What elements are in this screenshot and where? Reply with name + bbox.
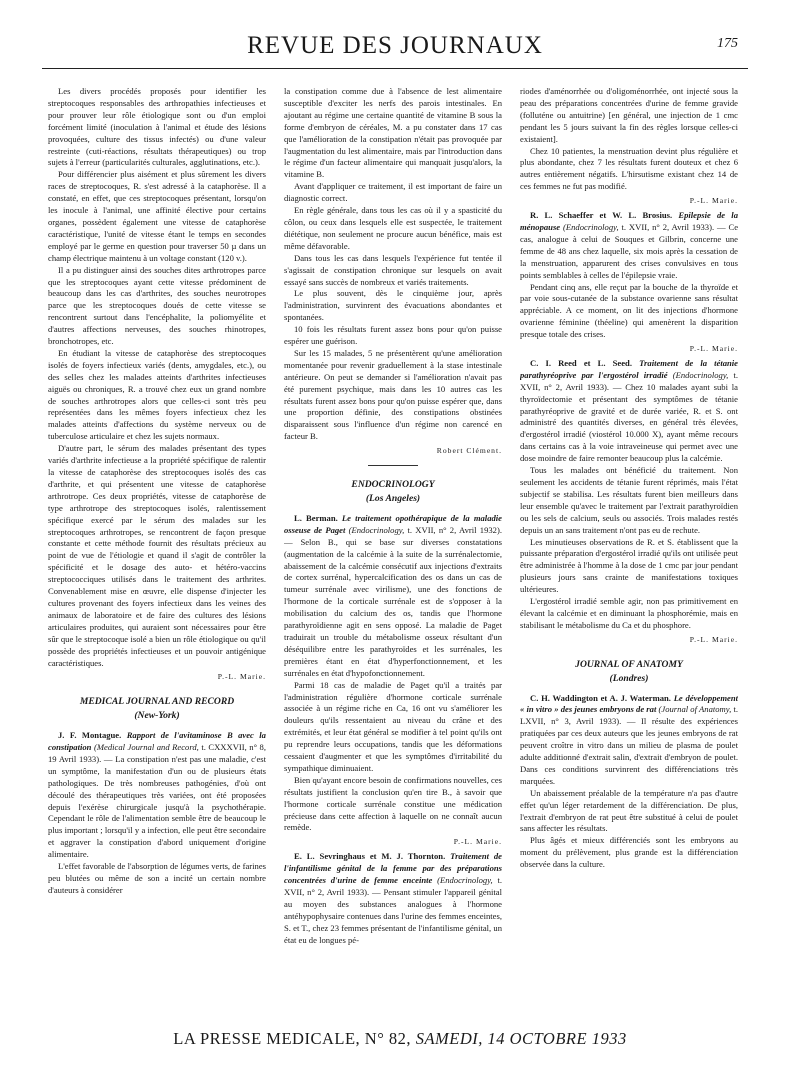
- paragraph: Le plus souvent, dès le cinquième jour, après l'administration, survinrent des évacuations abondantes et spontanées.: [284, 288, 502, 323]
- article-authors: C. H. Waddington et A. J. Waterman.: [530, 692, 671, 703]
- article-source: (Medical Journal and Record,: [93, 742, 199, 753]
- journal-city: (New-York): [134, 710, 180, 722]
- article-title: Le traitement opothérapique de la maladie osseuse de Paget: [284, 512, 502, 535]
- author-signature: P.-L. Marie.: [217, 672, 266, 682]
- paragraph: L'effet favorable de l'absorption de légumes verts, de farines peu blutées ou même de son a incité un certain nombre d'auteurs à considérer: [48, 861, 266, 895]
- paragraph: Un abaissement préalable de la température n'a pas d'autre effet qu'un léger retardement de la différenciation. De plus, l'extrait d'embryon de rat peut être substitué à celui de poulet sans affecter les résultats.: [520, 787, 738, 834]
- article-source: (Endocrinology,: [437, 875, 493, 886]
- running-title: REVUE DES JOURNAUX: [247, 32, 543, 59]
- journal-heading: MEDICAL JOURNAL AND RECORD: [79, 696, 235, 708]
- issue-date: SAMEDI, 14 OCTOBRE 1933: [415, 1029, 627, 1048]
- article-text: t. XVII, n° 2, Avril 1932). — Selon B., qui se base sur diverses constatations (augmentation de la calcémie à la suite de la surrénalectomie, abaissement de la calcémie consécutif aux injections d'extraits de cortex surrénal, hypercalcification des os dans un cas de tumeur surrénale avec virilisme), une des fonctions de l'hormone de la corticale surrénale est de s'opposer à la mobilisation du calcium des os, tandis que l'hormone parathyroïdienne agit en sens opposé. La maladie de Paget traduirait un trouble du métabolisme osseux résultant d'un déséquilibre entre les parathyroïdes et les surrénales, les premières étant en état d'hyperfonctionnement, et les surrénales en état d'hypofonctionnement.: [284, 524, 502, 678]
- paragraph: Chez 10 patientes, la menstruation devint plus régulière et plus abondante, chez 7 les résultats furent douteux et chez 6 autres entièrement négatifs. L'hirsutisme existant chez 14 de ces femmes ne fut pas modifié.: [520, 145, 738, 192]
- article-title: Rapport de l'avitaminose B avec la constipation: [48, 730, 266, 753]
- column-2: [284, 86, 502, 1016]
- paragraph: Avant d'appliquer ce traitement, il est important de faire un diagnostic correct.: [284, 181, 502, 204]
- paragraph: Tous les malades ont bénéficié du traitement. Non seulement les accidents de tétanie furent réprimés, mais l'état subjectif se stabilisa. Les résultats furent bien meilleurs dans leur ensemble qu'avec le traitement par l'extrait parathyroïdien ou les sels de calcium, seuls ou associés. Trois malades restés depuis un an sans traitement n'ont pas eu de rechute.: [520, 465, 738, 535]
- article-authors: J. F. Montague.: [58, 730, 122, 741]
- paragraph: D'autre part, le sérum des malades présentant des types variés d'arthrite infectieuse a la propriété spécifique de ralentir la vitesse de cataphorèse des streptocoques isolés des cas d'arthrite, et qui présentent une vitesse de cataphorèse arthrotrope. Ces deux propriétés, vitesse de cataphorèse de type arthrotrope des streptocoques isolés, ralentissement spécifique exercé par le sérum des malades sur les streptocoques arthrotropes, se rencontrent de façon presque constante et cette méthode fournit des résultats précieux au point de vue de l'étiologie et quand il s'agit de contrôler la spécificité et le dosage des auto- et hétéro-vaccins streptococciques utilisés dans le traitement des arthrites. Convenablement mise en œuvre, elle dispense d'injecter les cultures provenant des foyers infectieux dans les veines des animaux de laboratoire et de faire des cultures des lésions articulaires produites, qui auraient sont nécessaires pour être sûr que le streptocoque isolé a bien un rôle étiologique ou qu'il possède des propriétés infectieuses et un pouvoir antigénique caractéristiques.: [48, 443, 266, 668]
- article-authors: E. L. Sevringhaus et M. J. Thornton.: [294, 851, 446, 862]
- author-signature: P.-L. Marie.: [689, 634, 738, 644]
- article-title: Traitement de l'infantilisme génital de la femme par des préparations concentrées d'urine de femme enceinte: [284, 851, 502, 886]
- paragraph: Dans tous les cas dans lesquels l'expérience fut tentée il s'agissait de constipation chronique sur lesquels on avait essayé sans succès de nombreux et variés traitements.: [284, 252, 502, 287]
- paragraph: la constipation comme due à l'absence de lest alimentaire susceptible d'exciter les nerfs des parois intestinales. En ajoutant au régime une certaine quantité de vitamine B sous la forme d'embryon de céréales, M. a pu constater dans 17 cas que l'amélioration de la constipation n'était pas provoquée par l'augmentation du lest alimentaire, mais par l'introduction dans le régime d'un facteur alimentaire qui manquait jusqu'alors, la vitamine B.: [284, 86, 502, 180]
- paragraph: Bien qu'ayant encore besoin de confirmations nouvelles, ces résultats justifient la conclusion qu'en tire B., à savoir que l'hormone corticale surrénale constitue une médication précieuse dans cette affection à laquelle on ne connaît aucun remède.: [284, 774, 502, 833]
- article: [284, 513, 502, 680]
- article-authors: L. Berman.: [294, 512, 338, 523]
- article-source: (Journal of Anatomy,: [658, 704, 732, 715]
- article-source: (Endocrinology,: [672, 369, 729, 380]
- article-text: t. XVII, n° 2, Avril 1933). — Chez 10 malades ayant subi la thyroïdectomie et présentant des symptômes de tétanie parathyréoprive de gravité et de durée variée, R. et S. ont administré des quantités diverses, en général très élevées, d'ergostérol irradié (viostérol 10.000 X), ayant même recours dans certains cas à la voie intraveineuse qui permet avec une dose moindre de faire remonter beaucoup plus la calcémie.: [520, 369, 738, 464]
- article-title: Le développement « in vitro » des jeunes embryons de rat: [520, 692, 738, 715]
- paragraph: Les divers procédés proposés pour identifier les streptocoques responsables des arthropathies infectieuses et pour prouver leur rôle étiologique sont ou d'un emploi forcément limité (inoculation à l'animal et étude des lésions provoquées, culture des tissus infectés) ou d'une valeur restreinte (cuti-réactions, résultats thérapeutiques) ou trop sujets à l'erreur (particularités culturales, agglutinations, etc.).: [48, 86, 266, 168]
- article-text: t. CXXXVII, n° 8, 19 Avril 1933). — La constipation n'est pas une maladie, c'est un symptôme, la manifestation d'un ou de plusieurs états pathologiques. De très nombreuses pathogénies, d'où ont découlé des thérapeutiques très variées, ont été proposées depuis l'exérèse chirurgicale jusqu'à la psychothérapie. Cependant le rôle de l'alimentation semble être de beaucoup le plus important ; lorsqu'il y a infection, elle peut être secondaire et aggraver la constipation d'abord uniquement d'origine alimentaire.: [48, 742, 266, 860]
- section-divider: [368, 465, 418, 466]
- article-text: t. XVII, n° 2, Avril 1933). — Ce cas, analogue à celui de Souques et Gilbrin, concerne une femme de 48 ans chez laquelle, six mois après la cessation de la menstruation, apparurent des crises convulsives en tous points semblables à celles de l'épilepsie vraie.: [520, 221, 738, 280]
- article: [48, 730, 266, 861]
- page-footer: [0, 1029, 800, 1049]
- journal-heading: JOURNAL OF ANATOMY: [575, 658, 683, 670]
- page-header: [42, 28, 748, 69]
- article-authors: R. L. Schaeffer et W. L. Brosius.: [530, 210, 673, 221]
- column-1: [48, 86, 266, 1016]
- paragraph: riodes d'aménorrhée ou d'oligoménorrhée, ont injecté sous la peau des préparations concentrées d'urine de femme gravide (folluténe ou antuitrine) [en général, une injection de 1 cmc pendant les 5 jours suivant la fin des règles lorsque celles-ci existaient].: [520, 86, 738, 144]
- article: [284, 851, 502, 946]
- paragraph: Plus âgés et mieux différenciés sont les embryons au moment du prélèvement, plus grande est la différenciation observée dans la culture.: [520, 835, 738, 870]
- page-number: 175: [717, 36, 738, 51]
- author-signature: Robert Clément.: [436, 446, 502, 456]
- article-text: t. XVII, n° 2, Avril 1933). — Pensant stimuler l'appareil génital au moyen des substances analogues à l'hormone antéhypophysaire contenues dans l'urine des femmes enceintes, S. et T., chez 23 femmes présentant de l'infantilisme génital, un état eu de longues pé-: [284, 875, 502, 945]
- paragraph: Les minutieuses observations de R. et S. établissent que la puissante préparation d'ergostérol irradié qu'ils ont utilisée peut être administrée à l'homme à la dose de 1 cmc par jour pendant plusieurs jours sans crainte de manifestations toxiques ultérieures.: [520, 536, 738, 595]
- text-columns: [48, 86, 740, 1016]
- author-signature: P.-L. Marie.: [689, 196, 738, 206]
- author-signature: P.-L. Marie.: [689, 344, 738, 354]
- paragraph: Parmi 18 cas de maladie de Paget qu'il a traités par l'administration régulière d'hormone corticale surrénale associée à un régime riche en Ca, 16 ont vu s'améliorer les douleurs qu'ils ressentaient au niveau du crâne et des extrémités, et leur état général se modifier à tel point qu'ils ont pu reprendre leurs occupations, tandis que les déformations cessaient d'augmenter et que les symptômes d'irritabilité du sympathique diminuaient.: [284, 679, 502, 773]
- paragraph: Pour différencier plus aisément et plus sûrement les divers races de streptocoques, R. s'est adressé à la cataphorèse. Il a constaté, en effet, que ces streptocoques présentant, lorsqu'on les inocule à l'animal, une affinité élective pour certains organes, possèdent également une vitesse de cataphorèse caractéristique, l'unité de vitesse étant le temps en secondes employé par le germe en question pour traverser 50 µ dans un champ électrique maintenu à un voltage constant (120 v.).: [48, 169, 266, 263]
- article-title: Epilepsie de la ménopause: [520, 210, 738, 232]
- paragraph: 10 fois les résultats furent assez bons pour qu'on puisse espérer une guérison.: [284, 324, 502, 347]
- article: [520, 358, 738, 465]
- article-text: t. LXVII, n° 3, Avril 1933). — Il résulte des expériences pratiquées par ces deux auteurs que les jeunes embryons de rat peuvent croître in vitro dans un milieu de plasma de poulet adulte additionné d'extrait salin, d'extrait d'embryon de poulet. Dans ces conditions survinrent des différenciations très marquées.: [520, 704, 738, 786]
- article-source: (Endocrinology,: [348, 524, 405, 535]
- publication-name: LA PRESSE MEDICALE, N° 82,: [173, 1029, 412, 1048]
- paragraph: Il a pu distinguer ainsi des souches dites arthrotropes parce que les streptocoques ayant cette vitesse prédominent de beaucoup dans les cas d'arthrites, des souches neurotropes parce que les streptocoques doués de cette vitesse se rencontrent surtout dans l'encéphalite, la poliomyélite et d'autres affections nerveuses, des souches rhinotropes, bronchotropes, etc.: [48, 264, 266, 347]
- journal-city: (Los Angeles): [365, 493, 421, 504]
- paragraph: Sur les 15 malades, 5 ne présentèrent qu'une amélioration momentanée pour revenir graduellement à la stase intestinale antérieure. On peut se demander si l'amélioration n'avait pas été purement psychique, mais dans les 10 autres cas les résultats furent assez bons pour qu'on puisse espérer que, dans une proportion définie, des constipations obstinées disparaissent sous l'influence d'un régime non carencé en facteur B.: [284, 347, 502, 442]
- journal-heading: ENDOCRINOLOGY: [351, 479, 435, 491]
- paragraph: L'ergostérol irradié semble agir, non pas primitivement en élevant la calcémie et en diminuant la phosphorémie, mais en stabilisant le métabolisme du Ca et du phosphore.: [520, 596, 738, 630]
- paragraph: En règle générale, dans tous les cas où il y a spasticité du côlon, ou ceux dans lesquels elle est suspectée, le traitement diététique, non seulement ne procure aucun bénéfice, mais est même défavorable.: [284, 205, 502, 251]
- article-title: Traitement de la tétanie parathyréoprive par l'ergostérol irradié: [520, 357, 738, 380]
- article: [520, 210, 738, 281]
- article: [520, 693, 738, 788]
- article-source: (Endocrinology,: [563, 221, 619, 232]
- column-3: [520, 86, 738, 1016]
- paragraph: En étudiant la vitesse de cataphorèse des streptocoques isolés de foyers infectieux variés (dents, amygdales, etc.), ou des selles chez les malades atteints d'arthrites infectieuses aiguës ou chroniques, R. a trouvé chez eux un grand nombre de souches arthrotropes alors que celles-ci sont très peu représentées dans les mêmes foyers infectieux chez les malades atteints d'affections du système nerveux ou de tuberculose articulaire et chez les sujets normaux.: [48, 347, 266, 442]
- paragraph: Pendant cinq ans, elle reçut par la bouche de la thyroïde et par voie sous-cutanée de la substance ovarienne sans résultat appréciable. A ce moment, on lit des injections d'hormone ovarienne féminine (théeline) qui amenèrent la disparition presque totale des crises.: [520, 281, 738, 340]
- journal-city: (Londres): [609, 672, 649, 684]
- author-signature: P.-L. Marie.: [453, 837, 502, 847]
- article-authors: C. I. Reed et L. Seed.: [530, 357, 632, 368]
